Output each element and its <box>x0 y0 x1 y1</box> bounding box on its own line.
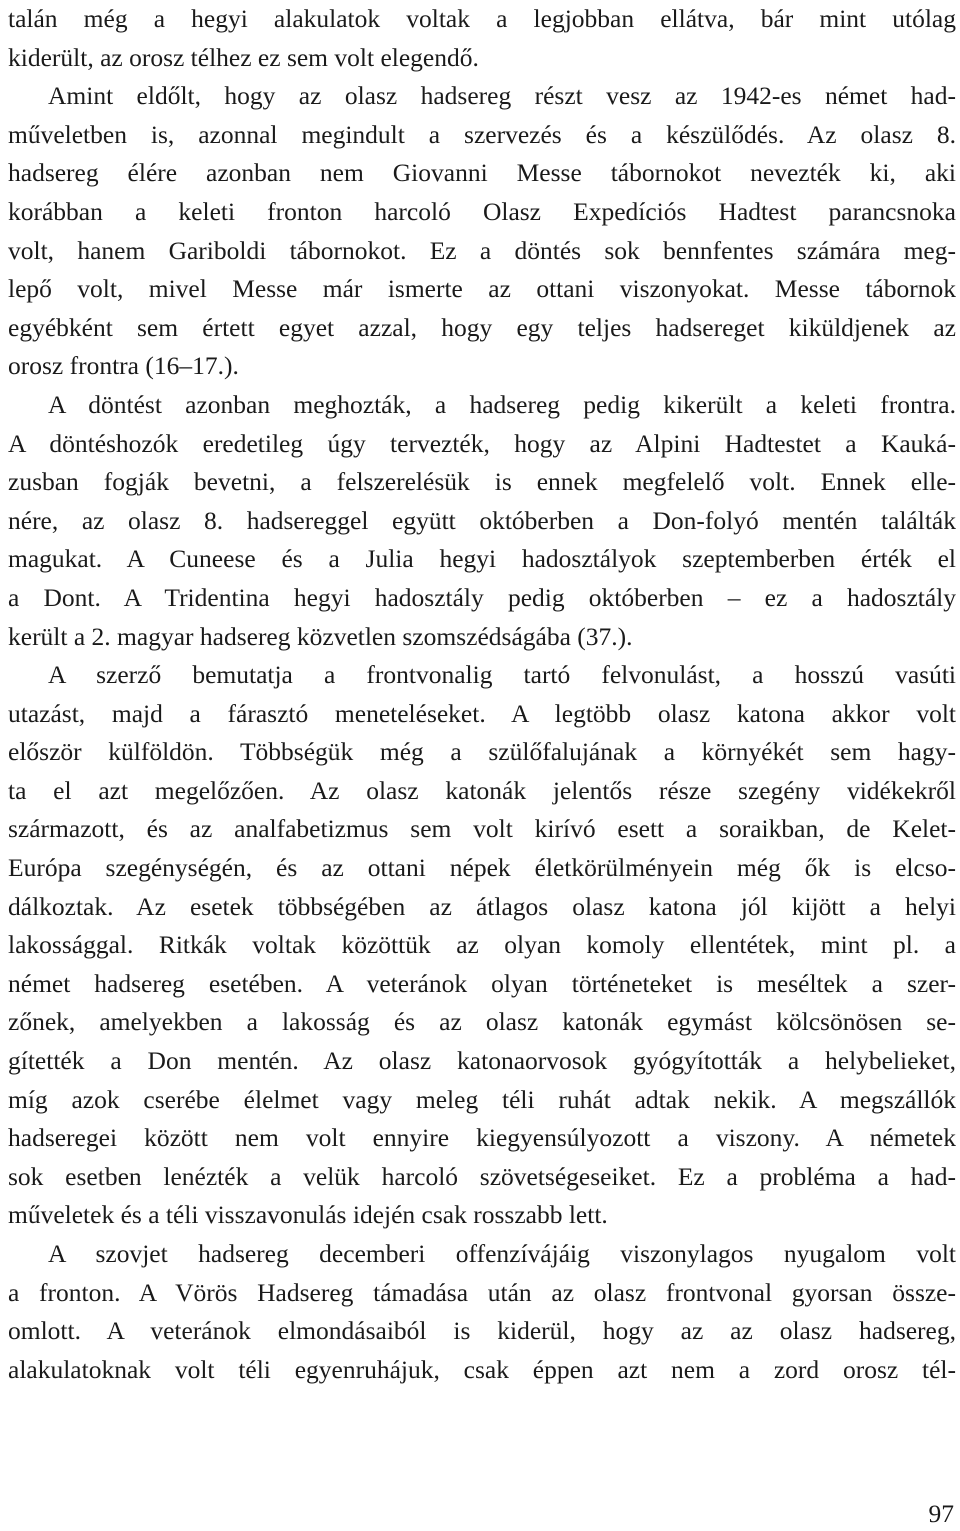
text-line: alakulatoknak volt téli egyenruhájuk, csak éppen azt nem a zord orosz tél- <box>8 1354 956 1384</box>
text-line: talán még a hegyi alakulatok voltak a legjobban ellátva, bár mint utólag <box>8 4 956 33</box>
text-line: kiderült, az orosz télhez ez sem volt elegendő. <box>8 42 479 72</box>
text-line: orosz frontra (16–17.). <box>8 351 239 381</box>
text-line: A szerző bemutatja a frontvonalig tartó felvonulást, a hosszú vasúti <box>48 660 956 690</box>
text-line: került a 2. magyar hadsereg közvetlen szomszédságába (37.). <box>8 621 633 651</box>
text-line: Amint eldőlt, hogy az olasz hadsereg részt vesz az 1942-es német had- <box>48 81 956 111</box>
text-line: nére, az olasz 8. hadsereggel együtt októberben a Don-folyó mentén találták <box>8 505 956 535</box>
text-line: sok esetben lenézték a velük harcoló szövetségeseiket. Ez a probléma a had- <box>8 1161 956 1191</box>
text-line: egyébként sem értett egyet azzal, hogy egy teljes hadsereget kiküldjenek az <box>8 312 956 342</box>
text-line: A döntést azonban meghozták, a hadsereg pedig kikerült a keleti frontra. <box>48 389 956 419</box>
text-line: utazást, majd a fárasztó meneteléseket. A legtöbb olasz katona akkor volt <box>8 698 956 728</box>
text-line: hadsereg élére azonban nem Giovanni Messe tábornokot nevezték ki, aki <box>8 158 956 188</box>
text-line: hadseregei között nem volt ennyire kiegyensúlyozott a viszony. A németek <box>8 1123 956 1153</box>
text-line: ta el azt megelőzően. Az olasz katonák jelentős része szegény vidékekről <box>8 775 956 805</box>
text-line: zőnek, amelyekben a lakosság és az olasz katonák egymást kölcsönösen se- <box>8 1007 956 1037</box>
text-line: a fronton. A Vörös Hadsereg támadása után az olasz frontvonal gyorsan össze- <box>8 1277 956 1307</box>
page-number: 97 <box>928 1499 954 1528</box>
text-line: lepő volt, mivel Messe már ismerte az ottani viszonyokat. Messe tábornok <box>8 274 956 304</box>
text-line: először külföldön. Többségük még a szülőfalujának a környékét sem hagy- <box>8 737 956 767</box>
text-line: gítették a Don mentén. Az olasz katonaorvosok gyógyították a helybelieket, <box>8 1046 956 1076</box>
text-line: A döntéshozók eredetileg úgy tervezték, hogy az Alpini Hadtestet a Kauká- <box>8 428 956 458</box>
text-line: Európa szegénységén, és az ottani népek életkörülményein még ők is elcso- <box>8 853 956 883</box>
text-line: magukat. A Cuneese és a Julia hegyi hadosztályok szeptemberben érték el <box>8 544 956 574</box>
text-line: származott, és az analfabetizmus sem volt kirívó esett a soraikban, de Kelet- <box>8 814 956 844</box>
text-line: A szovjet hadsereg decemberi offenzívájáig viszonylagos nyugalom volt <box>48 1239 956 1268</box>
text-line: omlott. A veteránok elmondásaiból is kiderül, hogy az az olasz hadsereg, <box>8 1316 956 1346</box>
text-line: dálkoztak. Az esetek többségében az átlagos olasz katona jól kijött a helyi <box>8 891 956 921</box>
text-line: míg azok cserébe élelmet vagy meleg téli ruhát adtak nekik. A megszállók <box>8 1084 956 1114</box>
text-line <box>8 1389 956 1428</box>
text-line <box>8 1428 956 1467</box>
text-line: zusban fogják bevetni, a felszerelésük is ennek megfelelő volt. Ennek elle- <box>8 467 956 497</box>
text-line: műveletben is, azonnal megindult a szervezés és a készülődés. Az olasz 8. <box>8 119 956 149</box>
text-line: lakossággal. Ritkák voltak közöttük az olyan komoly ellentétek, mint pl. a <box>8 930 956 960</box>
text-line <box>8 1467 956 1506</box>
text-line: német hadsereg esetében. A veteránok olyan történeteket is meséltek a szer- <box>8 968 956 998</box>
text-line: a Dont. A Tridentina hegyi hadosztály pedig októberben – ez a hadosztály <box>8 582 956 612</box>
document-page <box>8 0 956 1505</box>
text-line: volt, hanem Gariboldi tábornokot. Ez a döntés sok bennfentes számára meg- <box>8 235 956 265</box>
text-line: műveletek és a téli visszavonulás idején csak rosszabb lett. <box>8 1200 608 1230</box>
text-line: korábban a keleti fronton harcoló Olasz Expedíciós Hadtest parancsnoka <box>8 196 956 226</box>
